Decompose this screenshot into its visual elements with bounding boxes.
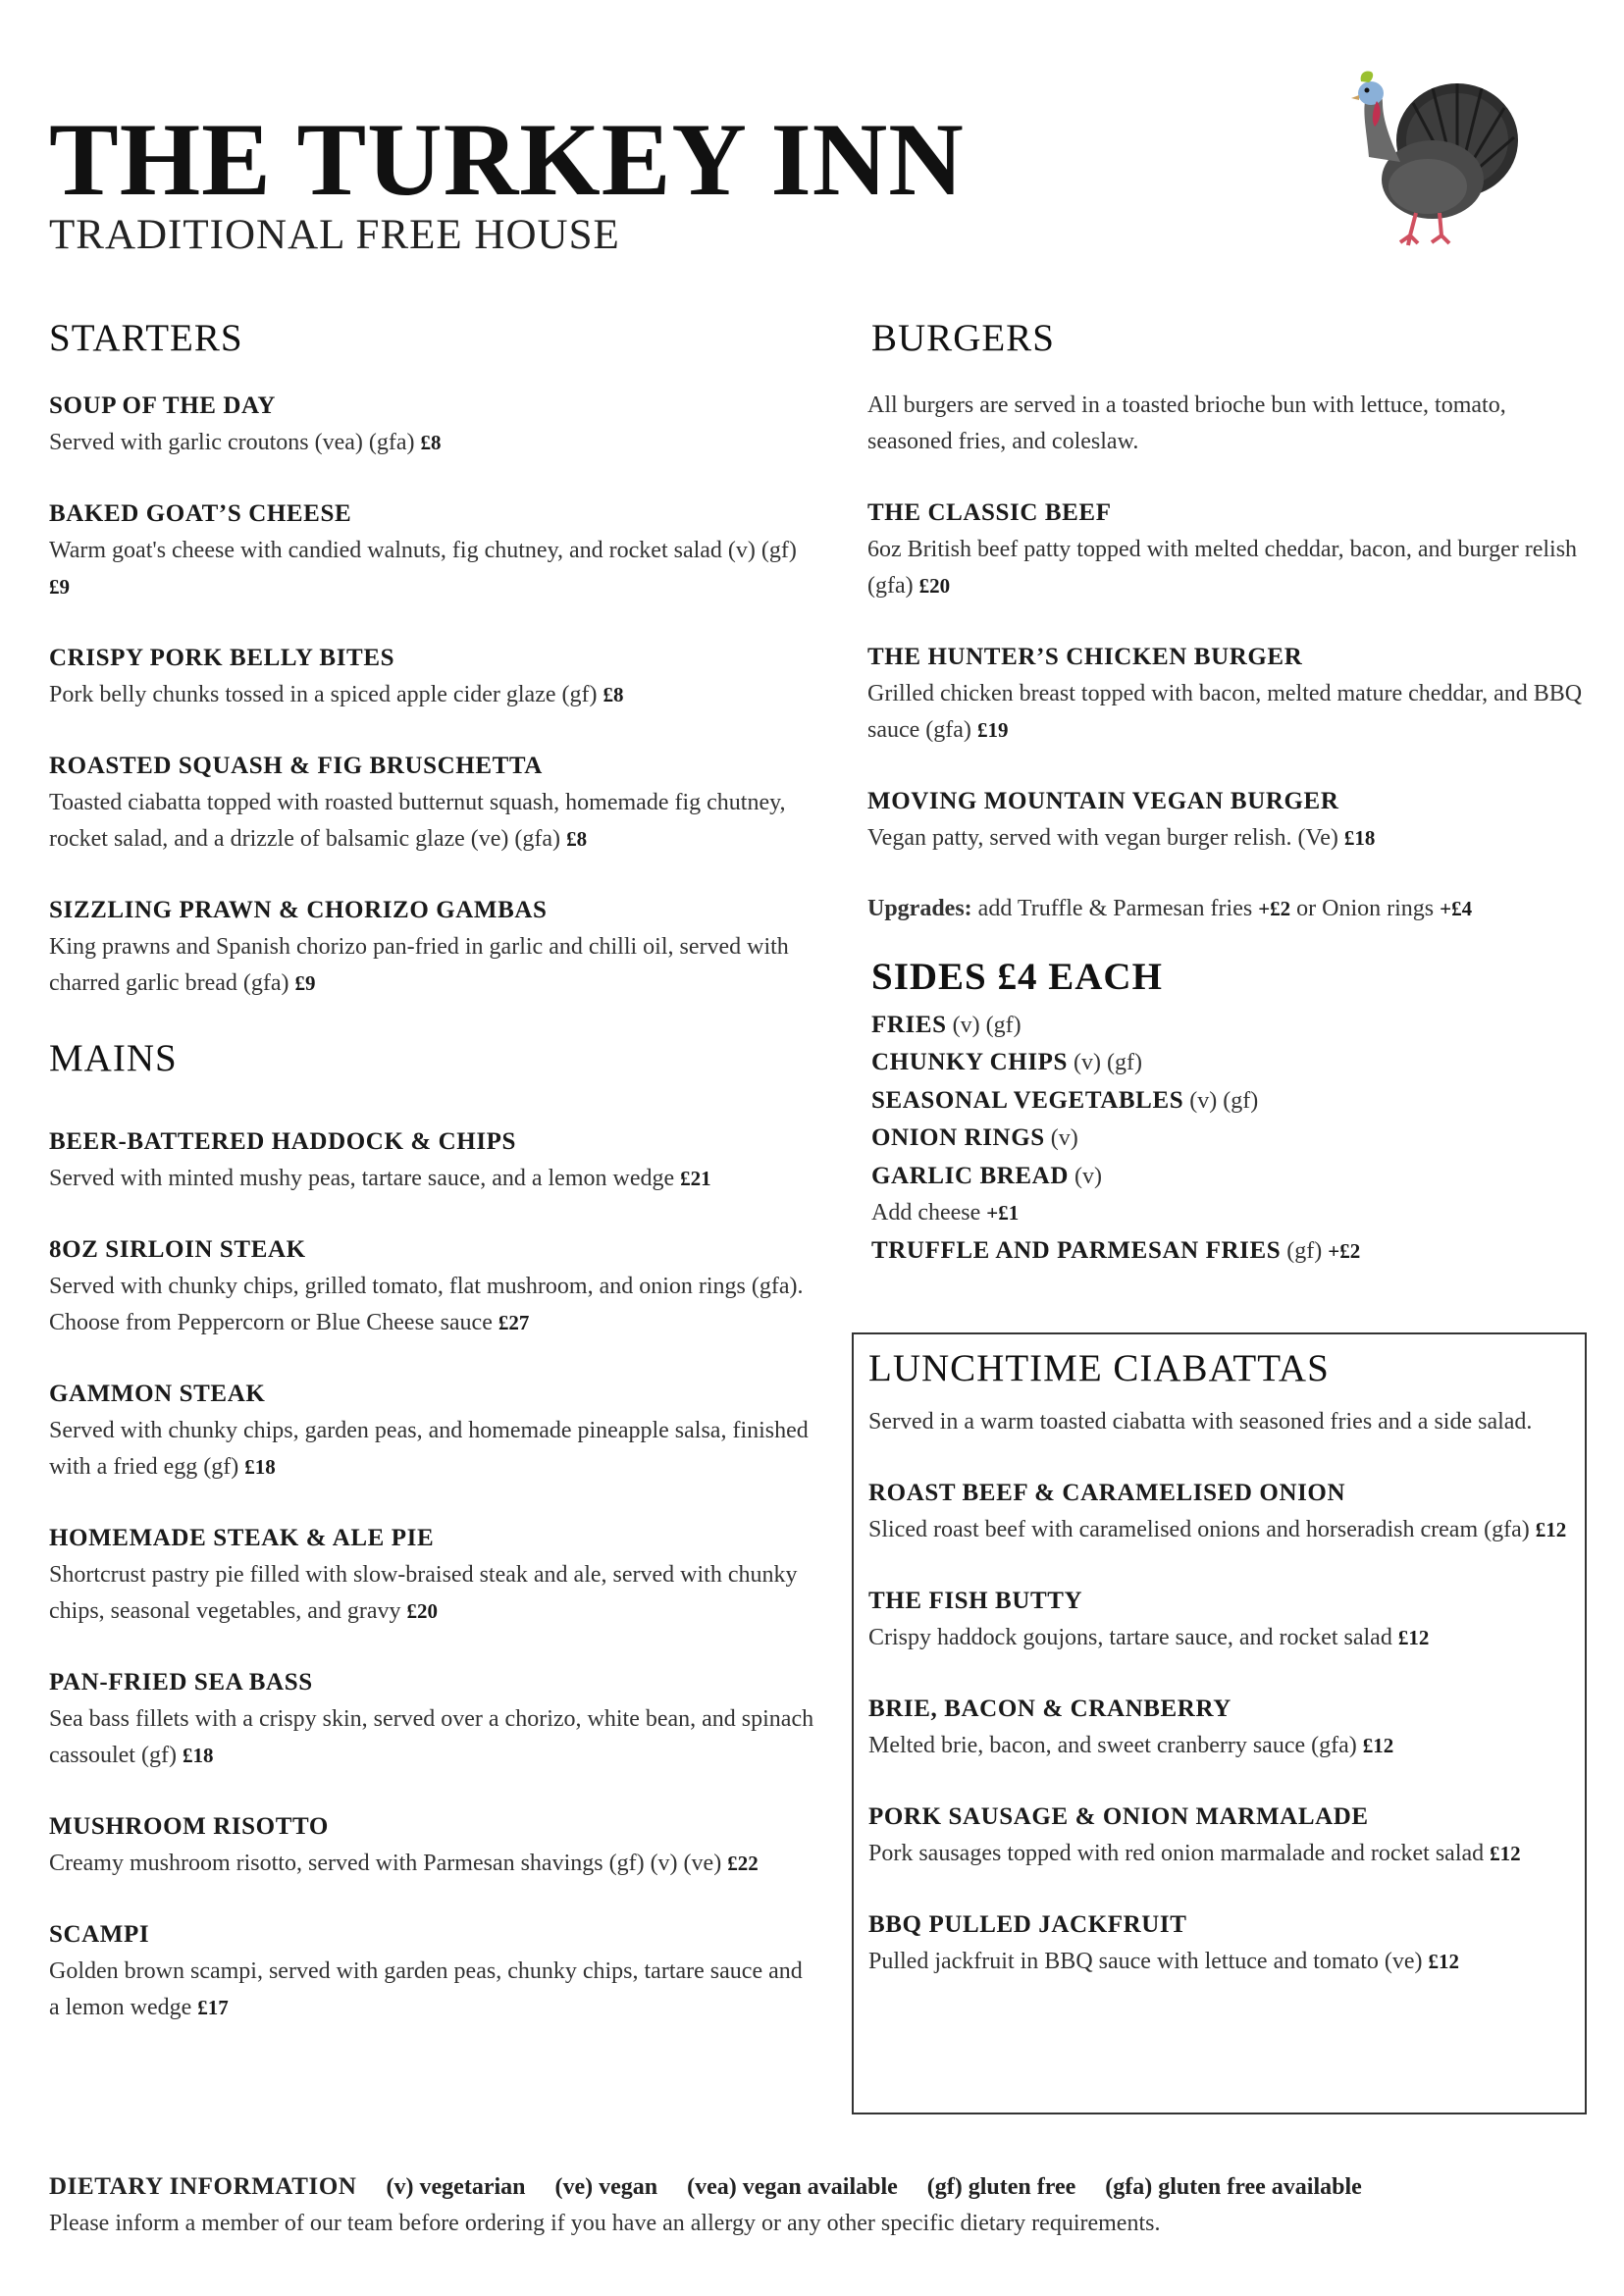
- mains-section: [49, 1036, 814, 2026]
- side-note: (v) (gf): [1074, 1050, 1143, 1076]
- item-name: SOUP OF THE DAY: [49, 391, 277, 419]
- item-price: £18: [182, 1743, 214, 1767]
- item-price: £9: [294, 970, 316, 995]
- item-price: £8: [566, 826, 588, 851]
- main-item: [49, 1664, 814, 1774]
- side-note: (v): [1050, 1125, 1078, 1152]
- item-description: [49, 1557, 814, 1630]
- starter-item: [49, 892, 814, 1002]
- item-price: £8: [602, 682, 624, 706]
- item-name: BEER-BATTERED HADDOCK & CHIPS: [49, 1127, 517, 1155]
- item-description: [49, 533, 814, 605]
- item-name: MUSHROOM RISOTTO: [49, 1812, 329, 1840]
- item-desc-text: Served with garlic croutons (vea) (gfa): [49, 429, 415, 455]
- main-item: [49, 1916, 814, 2026]
- sides-title: SIDES £4 EACH: [871, 955, 1163, 998]
- item-price: £21: [680, 1166, 711, 1190]
- item-name: THE HUNTER’S CHICKEN BURGER: [867, 643, 1303, 670]
- item-price: £12: [1362, 1733, 1394, 1757]
- ciabattas-section: [852, 1332, 1587, 2114]
- item-desc-text: Served with chunky chips, garden peas, and homemade pineapple salsa, finished with a fried egg (gf): [49, 1417, 809, 1480]
- item-desc-text: Golden brown scampi, served with garden peas, chunky chips, tartare sauce and a lemon wedge: [49, 1957, 803, 2020]
- starter-item: [49, 496, 814, 605]
- burger-item: [867, 639, 1594, 749]
- item-name: GAMMON STEAK: [49, 1380, 266, 1407]
- item-description: [49, 1701, 814, 1774]
- item-description: [868, 1944, 1570, 1980]
- left-column: [49, 316, 814, 2061]
- item-desc-text: Crispy haddock goujons, tartare sauce, and rocket salad: [868, 1624, 1392, 1650]
- item-description: [49, 1846, 814, 1882]
- side-name: CHUNKY CHIPS: [871, 1049, 1069, 1076]
- item-desc-text: Sliced roast beef with caramelised onions and horseradish cream (gfa): [868, 1516, 1530, 1542]
- upgrades-text-1: add Truffle & Parmesan fries: [977, 895, 1253, 921]
- item-name: PAN-FRIED SEA BASS: [49, 1668, 313, 1696]
- item-name: ROAST BEEF & CARAMELISED ONION: [868, 1479, 1346, 1506]
- item-name: HOMEMADE STEAK & ALE PIE: [49, 1524, 435, 1551]
- ciabatta-item: [868, 1691, 1570, 1764]
- main-item: [49, 1231, 814, 1341]
- side-name: FRIES: [871, 1011, 947, 1038]
- upgrades-price-2: +£4: [1440, 896, 1473, 920]
- item-name: MOVING MOUNTAIN VEGAN BURGER: [867, 787, 1339, 814]
- item-price: £18: [244, 1454, 276, 1479]
- burger-item: [867, 783, 1594, 857]
- item-price: £27: [498, 1310, 530, 1334]
- item-name: BRIE, BACON & CRANBERRY: [868, 1695, 1231, 1722]
- dietary-key: (gf) gluten free: [926, 2174, 1076, 2200]
- item-price: £9: [49, 574, 70, 599]
- side-name: ONION RINGS: [871, 1124, 1045, 1152]
- dietary-information: [49, 2168, 1580, 2242]
- item-price: £20: [918, 573, 951, 598]
- side-item: [871, 1007, 1594, 1045]
- sides-section: [867, 955, 1594, 1270]
- dietary-note: Please inform a member of our team before ordering if you have an allergy or any other specific dietary requirements.: [49, 2211, 1161, 2236]
- ciabatta-item: [868, 1475, 1570, 1548]
- upgrades-text-2: or Onion rings: [1296, 895, 1435, 921]
- item-price: £8: [420, 430, 442, 454]
- starters-section: [49, 316, 814, 1002]
- item-desc-text: Pork sausages topped with red onion marmalade and rocket salad: [868, 1840, 1485, 1866]
- ciabatta-item: [868, 1906, 1570, 1980]
- item-desc-text: Vegan patty, served with vegan burger relish. (Ve): [867, 824, 1338, 851]
- item-name: 8OZ SIRLOIN STEAK: [49, 1235, 306, 1263]
- item-price: £12: [1490, 1841, 1521, 1865]
- side-item: [871, 1120, 1594, 1158]
- side-note: Add cheese: [871, 1200, 981, 1226]
- item-desc-text: Melted brie, bacon, and sweet cranberry sauce (gfa): [868, 1732, 1357, 1758]
- item-desc-text: Sea bass fillets with a crispy skin, served over a chorizo, white bean, and spinach cassoulet (gf): [49, 1705, 814, 1768]
- item-name: THE CLASSIC BEEF: [867, 498, 1112, 526]
- side-item: [871, 1082, 1594, 1121]
- item-description: [867, 676, 1594, 749]
- burger-upgrades: [867, 891, 1594, 927]
- item-desc-text: Pulled jackfruit in BBQ sauce with lettuce and tomato (ve): [868, 1948, 1423, 1974]
- side-item: [871, 1195, 1594, 1232]
- item-description: [868, 1836, 1570, 1872]
- item-price: £12: [1397, 1625, 1430, 1649]
- side-name: SEASONAL VEGETABLES: [871, 1086, 1184, 1114]
- starter-item: [49, 640, 814, 713]
- item-desc-text: 6oz British beef patty topped with melted cheddar, bacon, and burger relish (gfa): [867, 536, 1578, 599]
- item-description: [49, 929, 814, 1002]
- item-description: [49, 785, 814, 858]
- item-name: BBQ PULLED JACKFRUIT: [868, 1910, 1187, 1938]
- restaurant-title: THE TURKEY INN: [49, 102, 965, 217]
- main-item: [49, 1376, 814, 1486]
- item-desc-text: Served with chunky chips, grilled tomato, flat mushroom, and onion rings (gfa). Choose from Peppercorn or Blue Cheese sauce: [49, 1273, 804, 1335]
- burgers-intro: All burgers are served in a toasted brioche bun with lettuce, tomato, seasoned fries, and coleslaw.: [867, 391, 1506, 454]
- item-desc-text: Shortcrust pastry pie filled with slow-braised steak and ale, served with chunky chips, seasonal vegetables, and gravy: [49, 1561, 798, 1624]
- mains-title: MAINS: [49, 1036, 178, 1079]
- item-description: [868, 1512, 1570, 1548]
- side-item: [871, 1044, 1594, 1082]
- item-price: £12: [1535, 1517, 1567, 1541]
- item-name: BAKED GOAT’S CHEESE: [49, 499, 352, 527]
- dietary-label: DIETARY INFORMATION: [49, 2173, 357, 2200]
- side-note: (gf): [1286, 1237, 1323, 1264]
- item-description: [49, 677, 814, 713]
- item-description: [868, 1728, 1570, 1764]
- item-description: [868, 1620, 1570, 1656]
- item-desc-text: Creamy mushroom risotto, served with Parmesan shavings (gf) (v) (ve): [49, 1850, 722, 1876]
- item-desc-text: Warm goat's cheese with candied walnuts, fig chutney, and rocket salad (v) (gf): [49, 537, 797, 563]
- ciabatta-item: [868, 1583, 1570, 1656]
- starters-title: STARTERS: [49, 317, 243, 359]
- ciabattas-intro: Served in a warm toasted ciabatta with seasoned fries and a side salad.: [868, 1408, 1533, 1435]
- upgrades-label: Upgrades:: [867, 895, 972, 921]
- item-description: [49, 425, 814, 461]
- item-price: £20: [406, 1598, 439, 1623]
- item-description: [867, 820, 1594, 857]
- starter-item: [49, 388, 814, 461]
- dietary-key: (v) vegetarian: [386, 2174, 526, 2200]
- side-item: [871, 1232, 1594, 1271]
- ciabatta-item: [868, 1799, 1570, 1872]
- item-desc-text: Pork belly chunks tossed in a spiced apple cider glaze (gf): [49, 681, 598, 707]
- item-name: SIZZLING PRAWN & CHORIZO GAMBAS: [49, 896, 548, 923]
- dietary-key-line: [49, 2168, 1580, 2206]
- item-description: [49, 1161, 814, 1197]
- starter-item: [49, 748, 814, 858]
- item-description: [49, 1269, 814, 1341]
- dietary-key: (vea) vegan available: [687, 2174, 898, 2200]
- item-description: [49, 1954, 814, 2026]
- main-item: [49, 1123, 814, 1197]
- burgers-section: [867, 316, 1594, 927]
- side-item: [871, 1158, 1594, 1196]
- side-note: (v) (gf): [1189, 1087, 1259, 1114]
- item-desc-text: Toasted ciabatta topped with roasted butternut squash, homemade fig chutney, rocket salad, and a drizzle of balsamic glaze (ve) (gfa): [49, 789, 786, 852]
- turkey-icon: [1339, 64, 1521, 250]
- item-name: PORK SAUSAGE & ONION MARMALADE: [868, 1802, 1369, 1830]
- item-name: SCAMPI: [49, 1920, 150, 1948]
- dietary-key: (ve) vegan: [554, 2174, 658, 2200]
- dietary-key: (gfa) gluten free available: [1105, 2174, 1362, 2200]
- ciabattas-title: LUNCHTIME CIABATTAS: [868, 1347, 1330, 1389]
- item-name: CRISPY PORK BELLY BITES: [49, 644, 395, 671]
- item-name: THE FISH BUTTY: [868, 1587, 1083, 1614]
- item-description: [49, 1413, 814, 1486]
- item-price: £12: [1428, 1949, 1460, 1973]
- item-description: [867, 532, 1594, 604]
- right-column: [867, 316, 1594, 1270]
- restaurant-subtitle: TRADITIONAL FREE HOUSE: [49, 212, 620, 258]
- item-price: £18: [1343, 825, 1376, 850]
- burger-item: [867, 495, 1594, 604]
- side-name: TRUFFLE AND PARMESAN FRIES: [871, 1236, 1282, 1264]
- item-desc-text: King prawns and Spanish chorizo pan-fried in garlic and chilli oil, served with charred garlic bread (gfa): [49, 933, 789, 996]
- main-item: [49, 1808, 814, 1882]
- upgrades-price-1: +£2: [1258, 896, 1291, 920]
- main-item: [49, 1520, 814, 1630]
- item-desc-text: Grilled chicken breast topped with bacon, melted mature cheddar, and BBQ sauce (gfa): [867, 680, 1583, 743]
- side-price: +£1: [986, 1201, 1020, 1226]
- side-name: GARLIC BREAD: [871, 1162, 1069, 1189]
- item-price: £19: [976, 717, 1009, 742]
- item-name: ROASTED SQUASH & FIG BRUSCHETTA: [49, 752, 543, 779]
- side-price: +£2: [1328, 1238, 1361, 1263]
- side-note: (v) (gf): [952, 1012, 1022, 1038]
- burgers-title: BURGERS: [871, 317, 1055, 359]
- item-price: £17: [197, 1995, 229, 2019]
- item-desc-text: Served with minted mushy peas, tartare sauce, and a lemon wedge: [49, 1165, 675, 1191]
- item-price: £22: [727, 1851, 759, 1875]
- side-note: (v): [1074, 1163, 1102, 1189]
